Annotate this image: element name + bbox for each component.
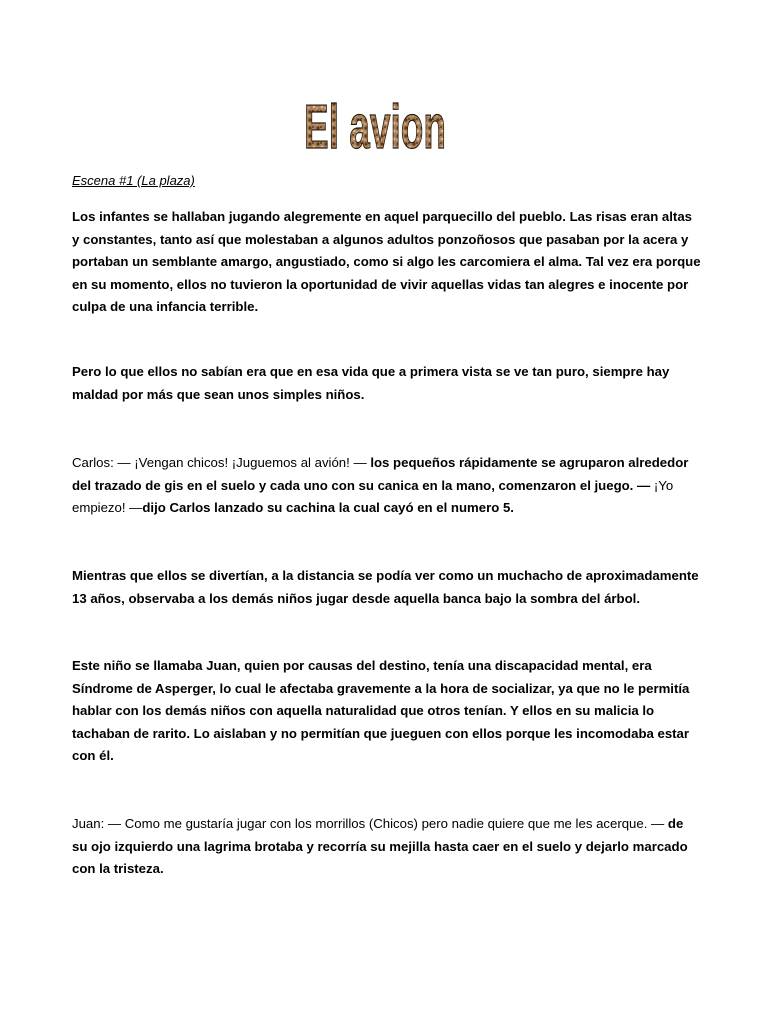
juan-dialogue: Juan: — Como me gustaría jugar con los morrillos (Chicos) pero nadie quiere que me les acerque. — bbox=[72, 816, 665, 831]
narration-text: los pequeños rápidamente se agruparon alrededor del trazado de gis en el suelo y cada uno con su canica en la mano, comenzaron el juego. — bbox=[72, 455, 689, 493]
paragraph-6 bbox=[72, 813, 702, 881]
wordart-title bbox=[300, 86, 450, 162]
paragraph-2: Pero lo que ellos no sabían era que en esa vida que a primera vista se ve tan puro, siempre hay maldad por más que sean unos simples niños. bbox=[72, 364, 670, 402]
paragraph-4: Mientras que ellos se divertían, a la distancia se podía ver como un muchacho de aproximadamente 13 años, observaba a los demás niños jugar desde aquella banca bajo la sombra del árbol. bbox=[72, 568, 699, 606]
paragraph-1: Los infantes se hallaban jugando alegremente en aquel parquecillo del pueblo. Las risas eran altas y constantes, tanto así que molestaban a algunos adultos ponzoñosos que pasaban por la acera y portaban un semblante amargo, angustiado, como si algo les carcomiera el alma. Tal vez era porque en su momento, ellos no tuvieron la oportunidad de vivir aquellas vidas tan alegres e inocente por culpa de una infancia terrible. bbox=[72, 209, 701, 314]
paragraph-5: Este niño se llamaba Juan, quien por causas del destino, tenía una discapacidad mental, era Síndrome de Asperger, lo cual le afectaba gravemente a la hora de socializar, ya que no le permitía hablar con los demás niños con aquella naturalidad que otros tenían. Y ellos en su malicia lo tachaban de rarito. Lo aislaban y no permitían que jueguen con ellos porque les incomodaba estar con él. bbox=[72, 658, 690, 763]
narration-text-3: de su ojo izquierdo una lagrima brotaba y recorría su mejilla hasta caer en el suelo y dejarlo marcado con la tristeza. bbox=[72, 816, 688, 876]
paragraph-3 bbox=[72, 452, 702, 520]
narration-text-2: dijo Carlos lanzado su cachina la cual cayó en el numero 5. bbox=[142, 500, 514, 515]
wordart-title-graphic bbox=[300, 86, 450, 162]
carlos-dialogue-2: ¡Yo empiezo! — bbox=[72, 477, 674, 515]
carlos-dialogue: Carlos: — ¡Vengan chicos! ¡Juguemos al avión! — bbox=[72, 455, 367, 470]
scene-heading: Escena #1 (La plaza) bbox=[72, 173, 195, 188]
wordart-title-text: El avion bbox=[304, 93, 446, 162]
